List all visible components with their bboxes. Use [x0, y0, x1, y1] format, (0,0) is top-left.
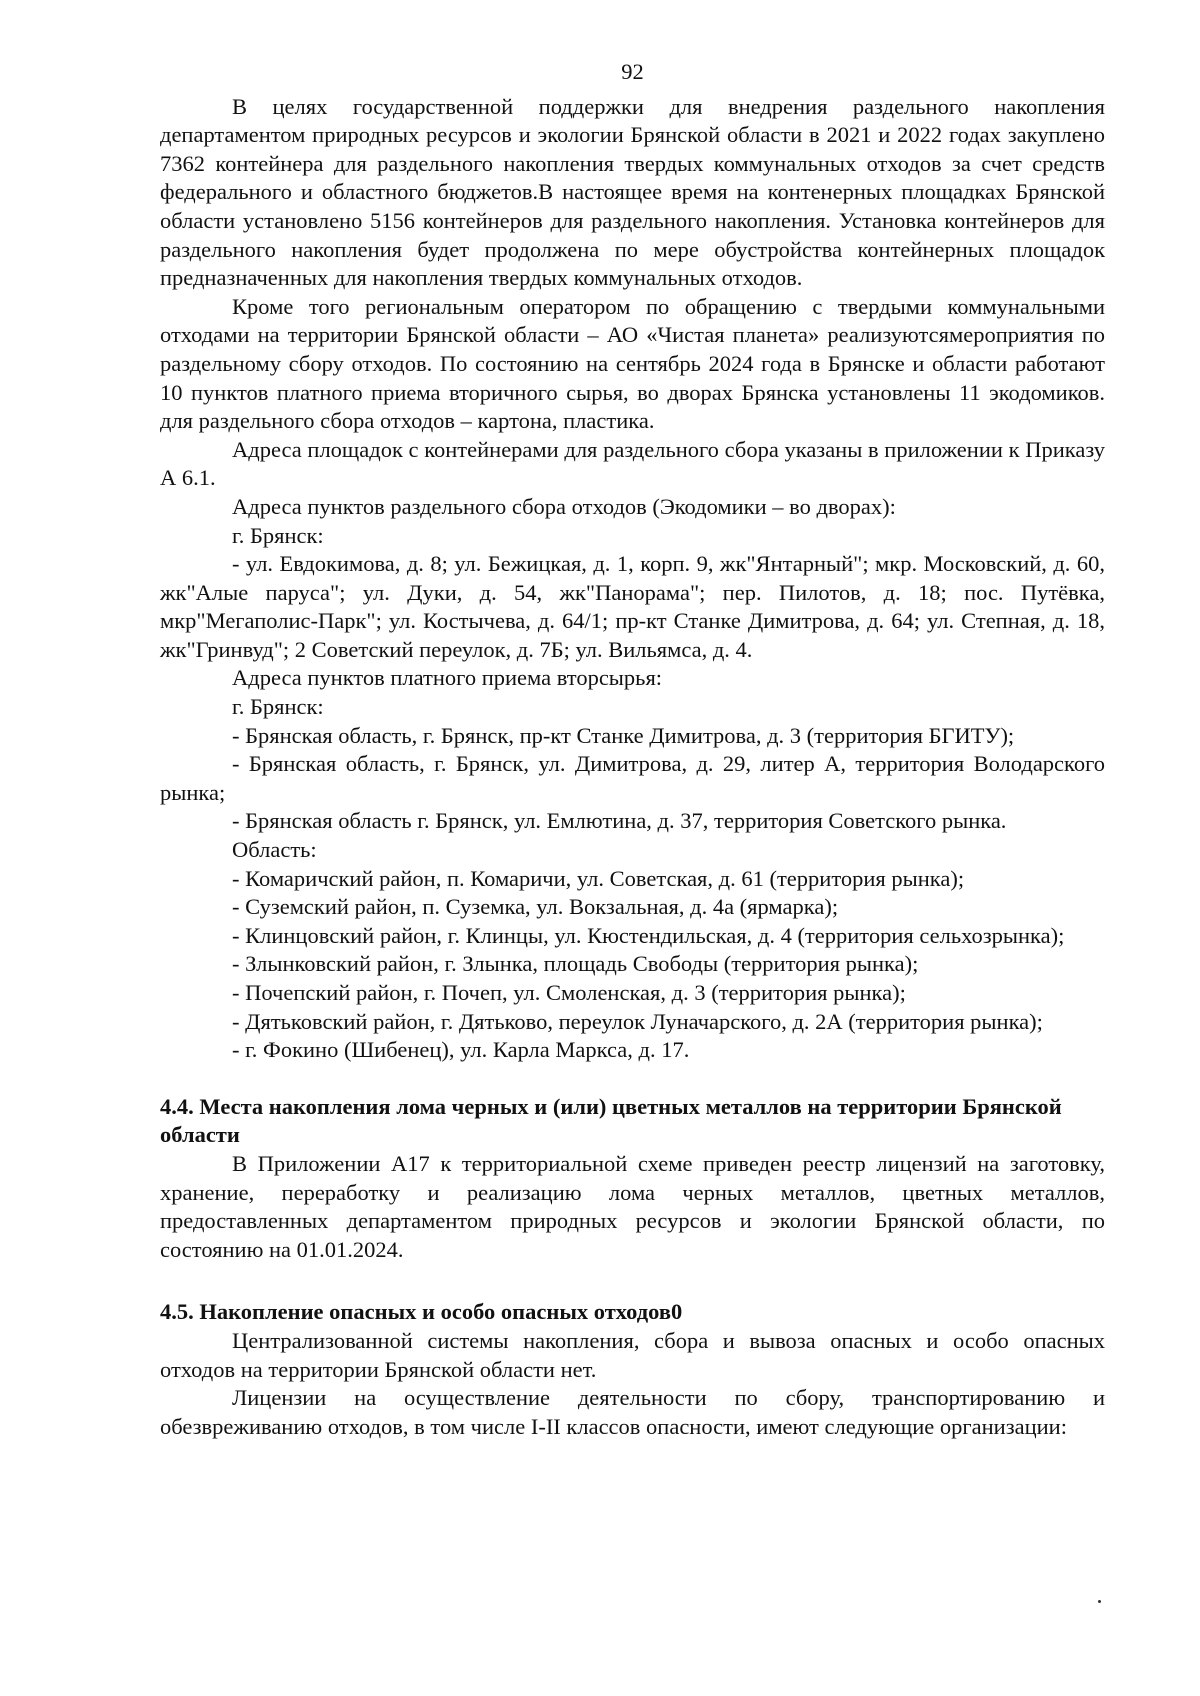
page-number: 92 [621, 59, 644, 84]
paragraph-recycling-heading: Адреса пунктов платного приема вторсырья: [232, 665, 663, 691]
region-label: Область: [232, 837, 317, 863]
paragraph-ecohouse-heading: Адреса пунктов раздельного сбора отходов (Экодомики – во дворах): [232, 493, 896, 519]
city-label-bryansk: г. Брянск: [232, 522, 324, 548]
list-item: - Брянская область г. Брянск, ул. Емлютина, д. 37, территория Советского рынка. [232, 808, 1007, 834]
scan-speck [1098, 1600, 1101, 1603]
section-4-5-text-1: Централизованной системы накопления, сбора и вывоза опасных и особо опасных отходов на территории Брянской области нет. [160, 1327, 1105, 1382]
list-item: - Клинцовский район, г. Клинцы, ул. Кюстендильская, д. 4 (территория сельхозрынка); [232, 922, 1065, 948]
section-heading-4-4: 4.4. Места накопления лома черных и (или) цветных металлов на территории Брянской области [160, 1093, 1062, 1148]
list-item: - г. Фокино (Шибенец), ул. Карла Маркса, д. 17. [232, 1037, 690, 1063]
list-item: - Дятьковский район, г. Дятьково, переулок Луначарского, д. 2А (территория рынка); [232, 1008, 1043, 1034]
city-label-bryansk-2: г. Брянск: [232, 694, 324, 720]
section-4-4-text: В Приложении А17 к территориальной схеме приведен реестр лицензий на заготовку, хранение, переработку и реализацию лома черных металлов, цветных металлов, предоставленных департаментом природных ресурсов и экологии Брянской области, по состоянию на 01.01.2024. [160, 1150, 1105, 1262]
section-4-5-text-2: Лицензии на осуществление деятельности по сбору, транспортированию и обезвреживанию отходов, в том числе I-II классов опасности, имеют следующие организации: [160, 1385, 1105, 1439]
section-heading-4-5: 4.5. Накопление опасных и особо опасных отходов0 [160, 1299, 683, 1325]
list-item: - Суземский район, п. Суземка, ул. Вокзальная, д. 4а (ярмарка); [232, 894, 839, 920]
list-item: - Комаричский район, п. Комаричи, ул. Советская, д. 61 (территория рынка); [232, 865, 965, 891]
paragraph-regional-operator: Кроме того региональным оператором по обращению с твердыми коммунальными отходами на территории Брянской области – АО «Чистая планета» реализуютсямероприятия по раздельному сбору отходов. По состоянию на сентябрь 2024 года в Брянске и области работают 10 пунктов платного приема вторичного сырья, во дворах Брянска установлены 11 экодомиков. для раздельного сбора отходов – картона, пластика. [160, 293, 1105, 434]
list-item: - Злынковский район, г. Злынка, площадь Свободы (территория рынка); [232, 951, 919, 977]
list-item: - Почепский район, г. Почеп, ул. Смоленская, д. 3 (территория рынка); [232, 980, 906, 1005]
paragraph-container-addresses: Адреса площадок с контейнерами для раздельного сбора указаны в приложении к Приказу А 6.1. [160, 436, 1105, 491]
document-page [160, 58, 1105, 1441]
paragraph-containers: В целях государственной поддержки для внедрения раздельного накопления департаментом природных ресурсов и экологии Брянской области в 2021 и 2022 годах закуплено 7362 контейнера для раздельного накопления твердых коммунальных отходов за счет средств федерального и областного бюджетов.В настоящее время на контенерных площадках Брянской области установлено 5156 контейнеров для раздельного накопления. Установка контейнеров для раздельного накопления будет продолжена по мере обустройства контейнерных площадок предназначенных для накопления твердых коммунальных отходов. [160, 93, 1105, 291]
list-item: - Брянская область, г. Брянск, пр-кт Станке Димитрова, д. 3 (территория БГИТУ); [232, 722, 1015, 748]
ecohouse-address-list: - ул. Евдокимова, д. 8; ул. Бежицкая, д. 1, корп. 9, жк"Янтарный"; мкр. Московский, д. 60, жк"Алые паруса"; ул. Дуки, д. 54, жк"Панорама"; пер. Пилотов, д. 18; пос. Путёвка, мкр"Мегаполис-Парк"; ул. Костычева, д. 64/1; пр-кт Станке Димитрова, д. 64; ул. Степная, д. 18, жк"Гринвуд"; 2 Советский переулок, д. 7Б; ул. Вильямса, д. 4. [160, 551, 1105, 662]
list-item: - Брянская область, г. Брянск, ул. Димитрова, д. 29, литер А, территория Володарского рынка; [160, 751, 1105, 805]
